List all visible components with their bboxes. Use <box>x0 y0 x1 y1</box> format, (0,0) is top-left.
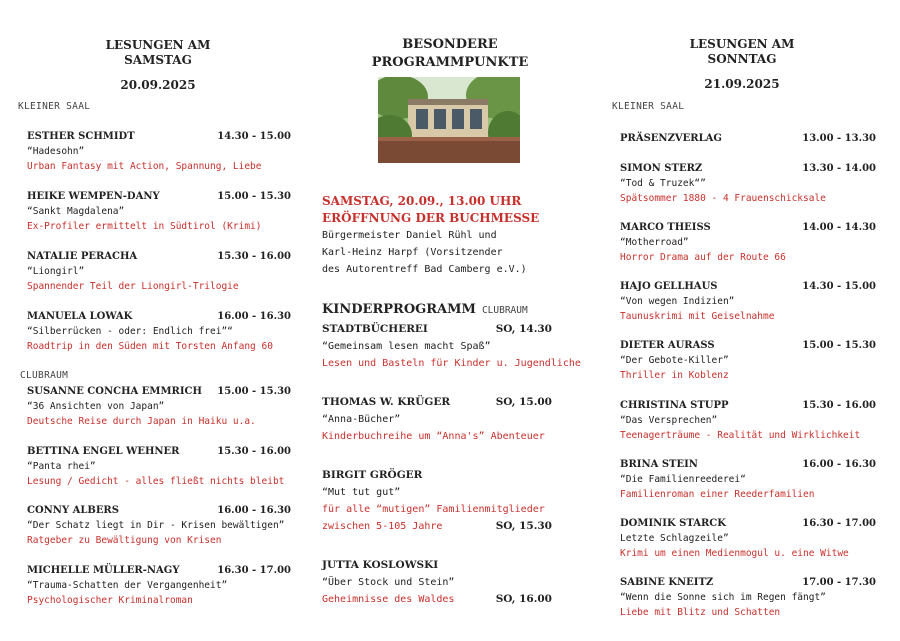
time-slot: 14.30 - 15.00 <box>802 281 876 292</box>
book-title: “Wenn die Sonne sich im Regen fängt” <box>620 592 826 603</box>
program-title: “Gemeinsam lesen macht Spaß” <box>322 341 491 352</box>
list-item <box>27 129 295 174</box>
time-slot: 15.30 - 16.00 <box>217 446 291 457</box>
time-slot: 15.30 - 16.00 <box>217 251 291 262</box>
book-title: “Tod & Truzek“” <box>620 178 706 189</box>
program-time: SO, 16.00 <box>495 593 552 605</box>
list-item <box>322 321 584 372</box>
book-title: “Motherroad” <box>620 237 689 248</box>
author-name: CHRISTINA STUPP <box>620 400 729 411</box>
book-title: “Von wegen Indizien” <box>620 296 735 307</box>
program-name: STADTBÜCHEREI <box>322 323 428 335</box>
page-title <box>320 36 580 72</box>
author-name: HEIKE WEMPEN-DANY <box>27 191 160 202</box>
book-title: “Das Versprechen” <box>620 415 718 426</box>
kinder-room: CLUBRAUM <box>481 305 528 316</box>
book-description: Taunuskrimi mit Geiselnahme <box>620 311 775 322</box>
program-description: Lesen und Basteln für Kinder u. Jugendliche <box>322 358 581 369</box>
program-time: SO, 14.30 <box>495 323 552 335</box>
list-item <box>322 557 584 608</box>
list-item <box>27 309 295 354</box>
program-description: für alle “mutigen” Familienmitglieder <box>322 504 545 515</box>
list-item <box>27 249 295 294</box>
book-title: “Der Gebote-Killer” <box>620 355 729 366</box>
saturday-heading-line2: SAMSTAG <box>124 53 192 67</box>
program-description: zwischen 5-105 Jahre <box>322 521 443 532</box>
list-item <box>620 279 880 324</box>
title-line2: PROGRAMMPUNKTE <box>371 55 529 70</box>
author-name: SUSANNE CONCHA EMMRICH <box>27 386 202 397</box>
book-description: Teenagerträume - Realität und Wirklichkeit <box>620 430 861 441</box>
book-description: Urban Fantasy mit Action, Spannung, Liebe <box>27 161 262 172</box>
book-title: “Die Familienreederei“ <box>620 474 746 485</box>
sunday-heading <box>612 37 872 92</box>
program-time: SO, 15.30 <box>495 520 552 532</box>
list-item <box>27 189 295 234</box>
book-description: Ratgeber zu Bewältigung von Krisen <box>27 535 222 546</box>
author-name: SABINE KNEITZ <box>620 577 714 588</box>
program-name: JUTTA KOSLOWSKI <box>322 559 439 571</box>
program-description: Geheimnisse des Waldes <box>322 594 455 605</box>
program-title: “Mut tut gut” <box>322 487 401 498</box>
program-name: THOMAS W. KRÜGER <box>322 396 451 408</box>
opening-title: ERÖFFNUNG DER BUCHMESSE <box>322 211 540 225</box>
time-slot: 16.30 - 17.00 <box>802 518 876 529</box>
time-slot: 15.00 - 15.30 <box>802 340 876 351</box>
author-name: DIETER AURASS <box>620 340 715 351</box>
opening-text: Karl-Heinz Harpf (Vorsitzender <box>322 247 503 258</box>
author-name: MARCO THEISS <box>620 222 711 233</box>
section-kleiner-saal: KLEINER SAAL <box>612 101 685 112</box>
list-item <box>27 503 295 548</box>
list-item <box>620 575 880 620</box>
book-title: “Der Schatz liegt in Dir - Krisen bewältigen” <box>27 520 285 531</box>
opening-date: SAMSTAG, 20.09., 13.00 UHR <box>322 194 522 208</box>
author-name: MICHELLE MÜLLER-NAGY <box>27 565 180 576</box>
book-description: Spannender Teil der Liongirl-Trilogie <box>27 281 239 292</box>
list-item <box>322 467 584 535</box>
author-name: ESTHER SCHMIDT <box>27 131 135 142</box>
program-title: “Anna-Bücher” <box>322 414 401 425</box>
list-item <box>620 457 880 502</box>
list-item <box>27 444 295 489</box>
sunday-heading-line2: SONNTAG <box>707 52 777 66</box>
program-description: Kinderbuchreihe um “Anna's” Abenteuer <box>322 431 545 442</box>
book-title: “Silberrücken - oder: Endlich frei”“ <box>27 326 233 337</box>
saturday-date: 20.09.2025 <box>120 78 196 92</box>
book-title: “Liongirl” <box>27 266 85 277</box>
author-name: NATALIE PERACHA <box>27 251 138 262</box>
section-clubraum: CLUBRAUM <box>20 370 69 381</box>
book-description: Liebe mit Blitz und Schatten <box>620 607 781 618</box>
list-item <box>27 563 295 608</box>
book-description: Ex-Profiler ermittelt in Südtirol (Krimi) <box>27 221 262 232</box>
book-description: Familienroman einer Reederfamilien <box>620 489 815 500</box>
book-description: Spätsommer 1880 - 4 Frauenschicksale <box>620 193 826 204</box>
book-title: “Hadesohn” <box>27 146 85 157</box>
time-slot: 14.30 - 15.00 <box>217 131 291 142</box>
book-description: Deutsche Reise durch Japan in Haiku u.a. <box>27 416 256 427</box>
venue-photo <box>378 77 520 163</box>
list-item <box>620 131 880 146</box>
list-item <box>27 384 295 429</box>
author-name: BRINA STEIN <box>620 459 698 470</box>
time-slot: 17.00 - 17.30 <box>802 577 876 588</box>
program-time: SO, 15.00 <box>495 396 552 408</box>
sunday-date: 21.09.2025 <box>704 77 780 91</box>
section-kleiner-saal: KLEINER SAAL <box>18 101 91 112</box>
book-description: Horror Drama auf der Route 66 <box>620 252 786 263</box>
opening-text: des Autorentreff Bad Camberg e.V.) <box>322 264 527 275</box>
time-slot: 15.00 - 15.30 <box>217 386 291 397</box>
title-line1: BESONDERE <box>402 37 498 52</box>
author-name: HAJO GELLHAUS <box>620 281 718 292</box>
time-slot: 14.00 - 14.30 <box>802 222 876 233</box>
book-title: “36 Ansichten von Japan” <box>27 401 165 412</box>
opening-text: Bürgermeister Daniel Rühl und <box>322 230 497 241</box>
author-name: BETTINA ENGEL WEHNER <box>27 446 180 457</box>
list-item <box>322 394 584 445</box>
time-slot: 16.00 - 16.30 <box>217 311 291 322</box>
list-item <box>620 398 880 443</box>
author-name: MANUELA LOWAK <box>27 311 133 322</box>
program-title: “Über Stock und Stein” <box>322 577 455 588</box>
kinderprogramm-heading <box>322 301 584 319</box>
list-item <box>620 161 880 206</box>
time-slot: 13.30 - 14.00 <box>802 163 876 174</box>
time-slot: 13.00 - 13.30 <box>802 133 876 144</box>
book-description: Roadtrip in den Süden mit Torsten Anfang 60 <box>27 341 273 352</box>
book-title: “Trauma-Schatten der Vergangenheit” <box>27 580 228 591</box>
book-description: Thriller in Koblenz <box>620 370 729 381</box>
book-title: Letzte Schlagzeile” <box>620 533 729 544</box>
kinder-title: KINDERPROGRAMM <box>322 302 476 317</box>
time-slot: 16.30 - 17.00 <box>217 565 291 576</box>
time-slot: 16.00 - 16.30 <box>802 459 876 470</box>
book-title: “Sankt Magdalena” <box>27 206 125 217</box>
book-description: Krimi um einen Medienmogul u. eine Witwe <box>620 548 849 559</box>
time-slot: 15.30 - 16.00 <box>802 400 876 411</box>
sunday-heading-line1: LESUNGEN AM <box>689 37 795 51</box>
program-name: BIRGIT GRÖGER <box>322 469 423 481</box>
saturday-heading-line1: LESUNGEN AM <box>105 38 211 52</box>
list-item <box>620 220 880 265</box>
author-name: CONNY ALBERS <box>27 505 119 516</box>
author-name: SIMON STERZ <box>620 163 703 174</box>
book-description: Lesung / Gedicht - alles fließt nichts bleibt <box>27 476 285 487</box>
time-slot: 15.00 - 15.30 <box>217 191 291 202</box>
list-item <box>620 338 880 383</box>
opening-block <box>322 193 584 278</box>
book-description: Psychologischer Kriminalroman <box>27 595 193 606</box>
list-item <box>620 516 880 561</box>
author-name: DOMINIK STARCK <box>620 518 726 529</box>
saturday-heading <box>18 38 298 93</box>
time-slot: 16.00 - 16.30 <box>217 505 291 516</box>
author-name: PRÄSENZVERLAG <box>620 133 722 144</box>
book-title: “Panta rhei” <box>27 461 96 472</box>
